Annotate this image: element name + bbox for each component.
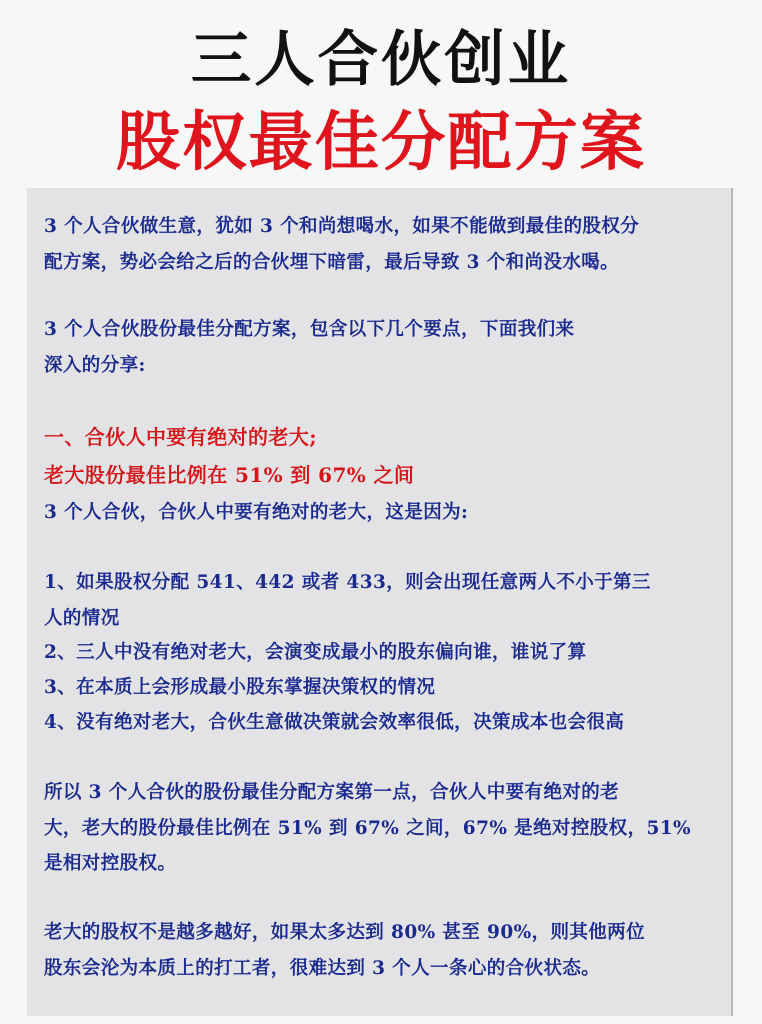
reason-line-4: 3、在本质上会形成最小股东掌握决策权的情况 (44, 677, 436, 698)
summary-line-3: 是相对控股权。 (44, 853, 177, 874)
warning-line-2: 股东会沦为本质上的打工者，很难达到 3 个人一条心的合伙状态。 (44, 958, 601, 979)
warning-line-1: 老大的股权不是越多越好，如果太多达到 80% 甚至 90%，则其他两位 (44, 922, 645, 943)
page-subtitle: 股权最佳分配方案 (116, 105, 646, 180)
reason-line-1: 1、如果股权分配 541、442 或者 433，则会出现任意两人不小于第三 (44, 572, 651, 593)
content-panel (27, 188, 733, 1016)
page-title: 三人合伙创业 (190, 25, 572, 95)
intro-line-1: 3 个人合伙做生意，犹如 3 个和尚想喝水，如果不能做到最佳的股权分 (44, 216, 640, 237)
summary-line-2: 大，老大的股份最佳比例在 51% 到 67% 之间，67% 是绝对控股权，51% (44, 818, 691, 839)
point1-heading: 一、合伙人中要有绝对的老大; (44, 425, 317, 449)
lead-line-2: 深入的分享: (44, 355, 146, 376)
summary-line-1: 所以 3 个人合伙的股份最佳分配方案第一点，合伙人中要有绝对的老 (44, 782, 620, 803)
reason-intro: 3 个人合伙，合伙人中要有绝对的老大，这是因为: (44, 502, 469, 523)
reason-line-3: 2、三人中没有绝对老大，会演变成最小的股东偏向谁，谁说了算 (44, 642, 587, 663)
lead-line-1: 3 个人合伙股份最佳分配方案，包含以下几个要点，下面我们来 (44, 319, 575, 340)
header (0, 0, 762, 188)
point1-subheading: 老大股份最佳比例在 51% 到 67% 之间 (44, 463, 415, 487)
intro-line-2: 配方案，势必会给之后的合伙埋下暗雷，最后导致 3 个和尚没水喝。 (44, 252, 620, 273)
reason-line-5: 4、没有绝对老大，合伙生意做决策就会效率很低，决策成本也会很高 (44, 712, 625, 733)
reason-line-2: 人的情况 (44, 608, 120, 629)
